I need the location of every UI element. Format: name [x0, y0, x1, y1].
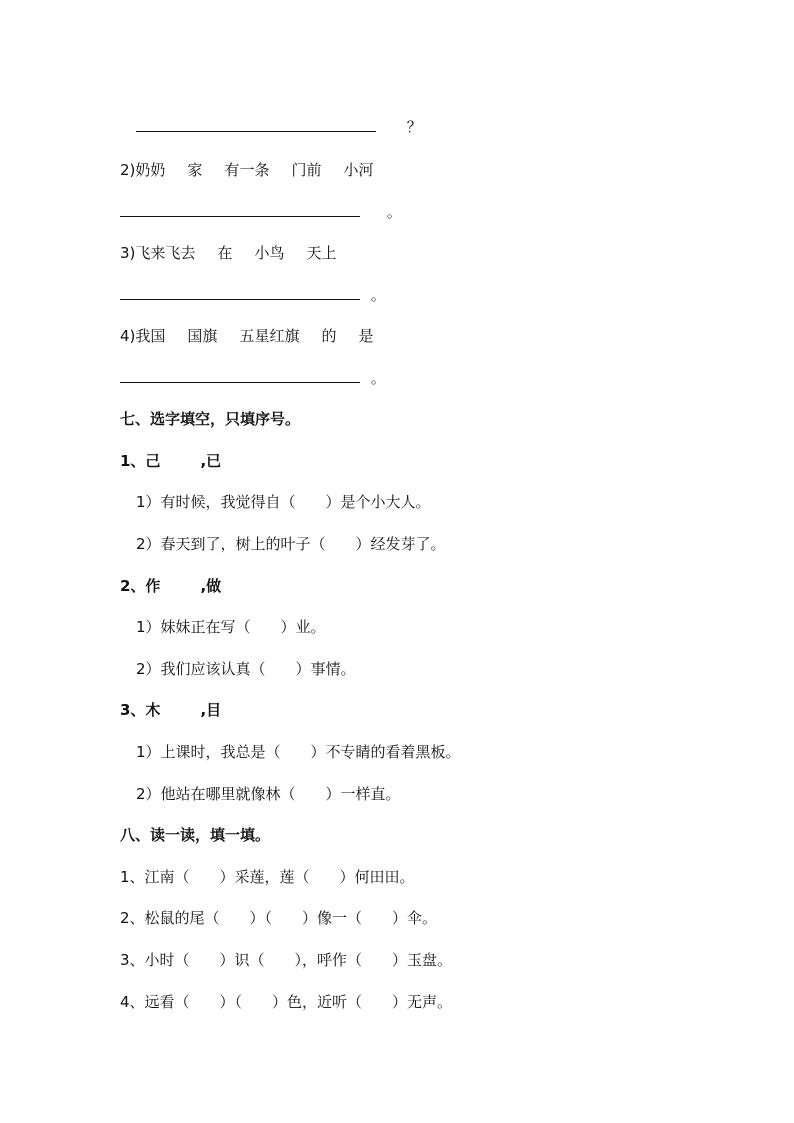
question-number: 4): [120, 327, 136, 345]
word-chip: 我国: [135, 327, 166, 345]
word-chip: 飞来飞去: [135, 244, 196, 262]
question-number: 3): [120, 244, 136, 262]
word-chip: 天上: [306, 244, 337, 262]
word-chip: 国旗: [187, 327, 218, 345]
section8-item-3[interactable]: 3、小时（ ）识（ ），呼作（ ）玉盘。: [120, 951, 453, 969]
section8-item-2[interactable]: 2、松鼠的尾（ ）（ ）像一（ ）伞。: [120, 909, 438, 927]
section8-item-1[interactable]: 1、江南（ ）采莲，莲（ ）何田田。: [120, 868, 415, 886]
word-chip: 的: [321, 327, 337, 345]
group-1-item-2[interactable]: 2）春天到了，树上的叶子（ ）经发芽了。: [136, 535, 446, 553]
section8-item-4[interactable]: 4、远看（ ）（ ）色，近听（ ）无声。: [120, 993, 453, 1011]
group-1-head: [120, 451, 221, 471]
q4-answer-line: [120, 368, 386, 388]
group-2-item-1[interactable]: 1）妹妹正在写（ ）业。: [136, 618, 326, 636]
question-4: [120, 326, 395, 346]
char-a: 3、木: [120, 701, 161, 719]
answer-blank[interactable]: [120, 202, 360, 217]
end-punct: 。: [370, 286, 386, 304]
question-3: [120, 243, 358, 263]
answer-blank[interactable]: [120, 368, 360, 383]
word-chip: 家: [187, 161, 203, 179]
word-chip: 奶奶: [135, 161, 166, 179]
answer-blank[interactable]: [120, 285, 360, 300]
q2-answer-line: [120, 202, 402, 222]
section7-title: 七、选字填空，只填序号。: [120, 410, 301, 428]
group-1-item-1[interactable]: 1）有时候，我觉得自（ ）是个小大人。: [136, 493, 431, 511]
char-a: 1、己: [120, 452, 161, 470]
group-2-head: [120, 576, 221, 596]
char-a: 2、作: [120, 577, 161, 595]
q1-end-punct: ？: [406, 118, 422, 136]
group-3-head: [120, 700, 221, 720]
question-2: [120, 160, 395, 180]
word-chip: 小河: [343, 161, 374, 179]
answer-blank[interactable]: [136, 117, 376, 132]
word-chip: 小鸟: [254, 244, 285, 262]
word-chip: 门前: [291, 161, 322, 179]
word-chip: 是: [358, 327, 374, 345]
char-b: ,目: [200, 701, 222, 719]
q1-answer-line: [136, 117, 422, 137]
word-chip: 有一条: [224, 161, 270, 179]
word-chip: 在: [217, 244, 233, 262]
char-b: ,已: [200, 452, 222, 470]
group-3-item-2[interactable]: 2）他站在哪里就像林（ ）一样直。: [136, 785, 401, 803]
char-b: ,做: [200, 577, 222, 595]
group-2-item-2[interactable]: 2）我们应该认真（ ）事情。: [136, 660, 356, 678]
q3-answer-line: [120, 285, 386, 305]
section8-title: 八、读一读，填一填。: [120, 826, 271, 844]
end-punct: 。: [370, 369, 386, 387]
group-3-item-1[interactable]: 1）上课时，我总是（ ）不专睛的看着黑板。: [136, 743, 461, 761]
question-number: 2): [120, 161, 136, 179]
end-punct: 。: [386, 203, 402, 221]
word-chip: 五星红旗: [239, 327, 300, 345]
